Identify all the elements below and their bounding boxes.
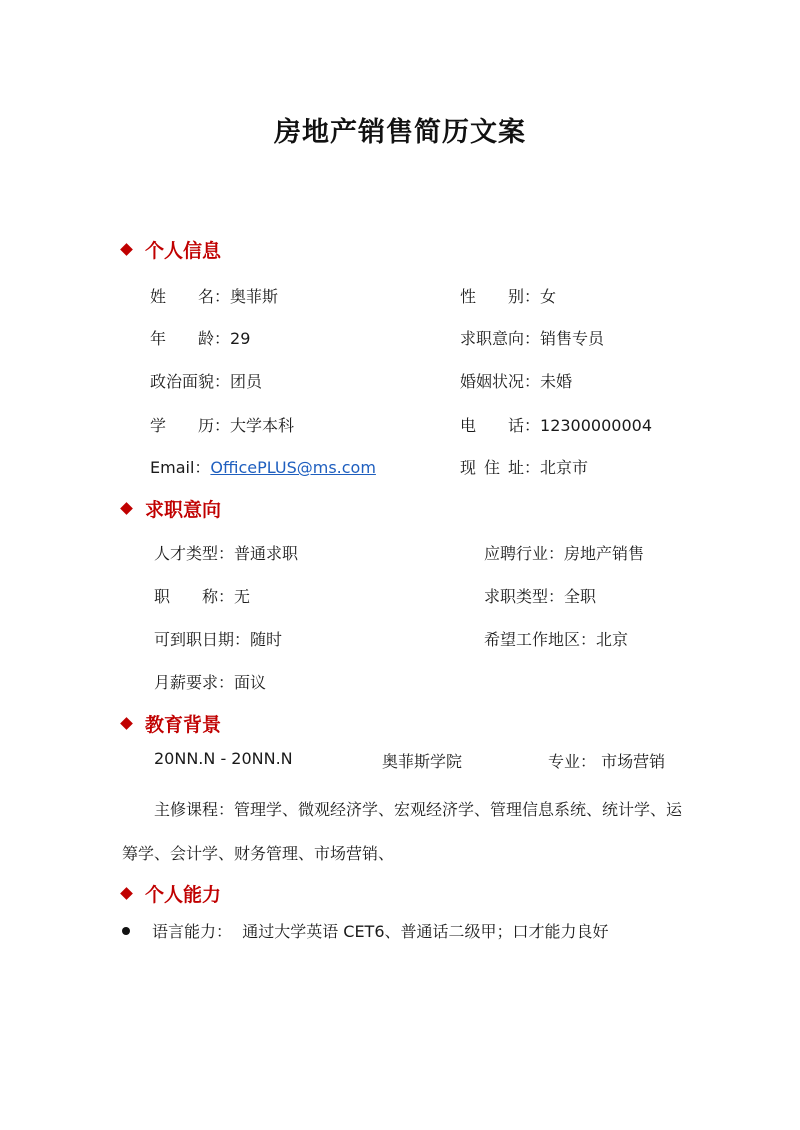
field-value: 通过大学英语 CET6、普通话二级甲；口才能力良好: [242, 922, 609, 941]
email-link[interactable]: OfficePLUS@ms.com: [210, 458, 376, 477]
field-value: 29: [230, 329, 251, 348]
education-school: 奥菲斯学院: [382, 752, 463, 771]
field-phone: 电话：12300000004: [460, 413, 652, 436]
field-value: 面议: [234, 673, 267, 692]
field-label: Email: [150, 458, 195, 477]
field-label: 希望工作地区: [484, 630, 581, 649]
section-heading-ability: [122, 880, 221, 907]
section-heading-personal: [122, 236, 221, 263]
field-label: 可到职日期: [154, 630, 235, 649]
section-heading-job: [122, 495, 221, 522]
field-value: 12300000004: [540, 416, 652, 435]
field-label: 月薪要求: [154, 673, 219, 692]
diamond-bullet-icon: [120, 502, 133, 515]
field-industry: 应聘行业：房地产销售: [484, 541, 644, 564]
field-value: 销售专员: [540, 329, 605, 348]
field-email: Email：OfficePLUS@ms.com: [150, 458, 376, 477]
field-gender: 性别：女: [460, 284, 556, 307]
field-label: 应聘行业: [484, 544, 549, 563]
field-talent-type: 人才类型：普通求职: [154, 541, 298, 564]
field-value: 房地产销售: [564, 544, 645, 563]
section-heading-text: 个人能力: [145, 884, 222, 906]
field-education: 学历：大学本科: [150, 413, 294, 436]
field-value: 无: [234, 587, 251, 606]
education-period: 20NN.N - 20NN.N: [154, 749, 293, 768]
list-item-language: [122, 919, 609, 942]
field-value: 普通求职: [234, 544, 299, 563]
field-value: 市场营销: [601, 752, 666, 771]
field-label: 婚姻状况: [460, 372, 525, 391]
bullet-dot-icon: [122, 927, 130, 935]
section-heading-text: 求职意向: [145, 499, 222, 521]
field-start-date: 可到职日期：随时: [154, 627, 282, 650]
field-marital: 婚姻状况：未婚: [460, 369, 572, 392]
field-value: 大学本科: [230, 416, 295, 435]
field-value: 北京: [596, 630, 629, 649]
field-label: 姓名: [150, 287, 214, 306]
field-label: 性别: [460, 287, 524, 306]
page-title: 房地产销售简历文案: [274, 117, 526, 148]
field-value: 随时: [250, 630, 283, 649]
field-label: 学历: [150, 416, 214, 435]
diamond-bullet-icon: [120, 243, 133, 256]
field-value: 团员: [230, 372, 263, 391]
field-age: 年龄：29: [150, 326, 250, 349]
field-label: 人才类型: [154, 544, 219, 563]
diamond-bullet-icon: [120, 717, 133, 730]
field-name: 姓名：奥菲斯: [150, 284, 278, 307]
field-label: 职称: [154, 587, 218, 606]
field-label: 求职意向: [460, 329, 525, 348]
field-job-type: 求职类型：全职: [484, 584, 596, 607]
field-label: 年龄: [150, 329, 214, 348]
field-value: 全职: [564, 587, 597, 606]
section-heading-text: 教育背景: [145, 714, 222, 736]
field-label: 专业：: [548, 752, 597, 771]
education-major: [548, 749, 665, 772]
field-label: 电话: [460, 416, 524, 435]
field-politics: 政治面貌：团员: [150, 369, 262, 392]
field-label: 现住址: [460, 458, 524, 477]
field-value: 奥菲斯: [230, 287, 279, 306]
field-value: 北京市: [540, 458, 589, 477]
field-label: 求职类型: [484, 587, 549, 606]
field-value: 未婚: [540, 372, 573, 391]
section-heading-text: 个人信息: [145, 240, 222, 262]
field-region: 希望工作地区：北京: [484, 627, 628, 650]
field-label: 语言能力：: [152, 922, 233, 941]
field-label: 政治面貌: [150, 372, 215, 391]
education-courses-line-2: 筹学、会计学、财务管理、市场营销、: [122, 844, 395, 863]
diamond-bullet-icon: [120, 887, 133, 900]
field-address: 现住址：北京市: [460, 455, 588, 478]
field-job-title: 职称：无: [154, 584, 250, 607]
field-salary: 月薪要求：面议: [154, 670, 266, 693]
field-value: 女: [540, 287, 557, 306]
field-intent: 求职意向：销售专员: [460, 326, 604, 349]
section-heading-education: [122, 710, 221, 737]
education-courses-line-1: 主修课程：管理学、微观经济学、宏观经济学、管理信息系统、统计学、运: [154, 800, 683, 819]
